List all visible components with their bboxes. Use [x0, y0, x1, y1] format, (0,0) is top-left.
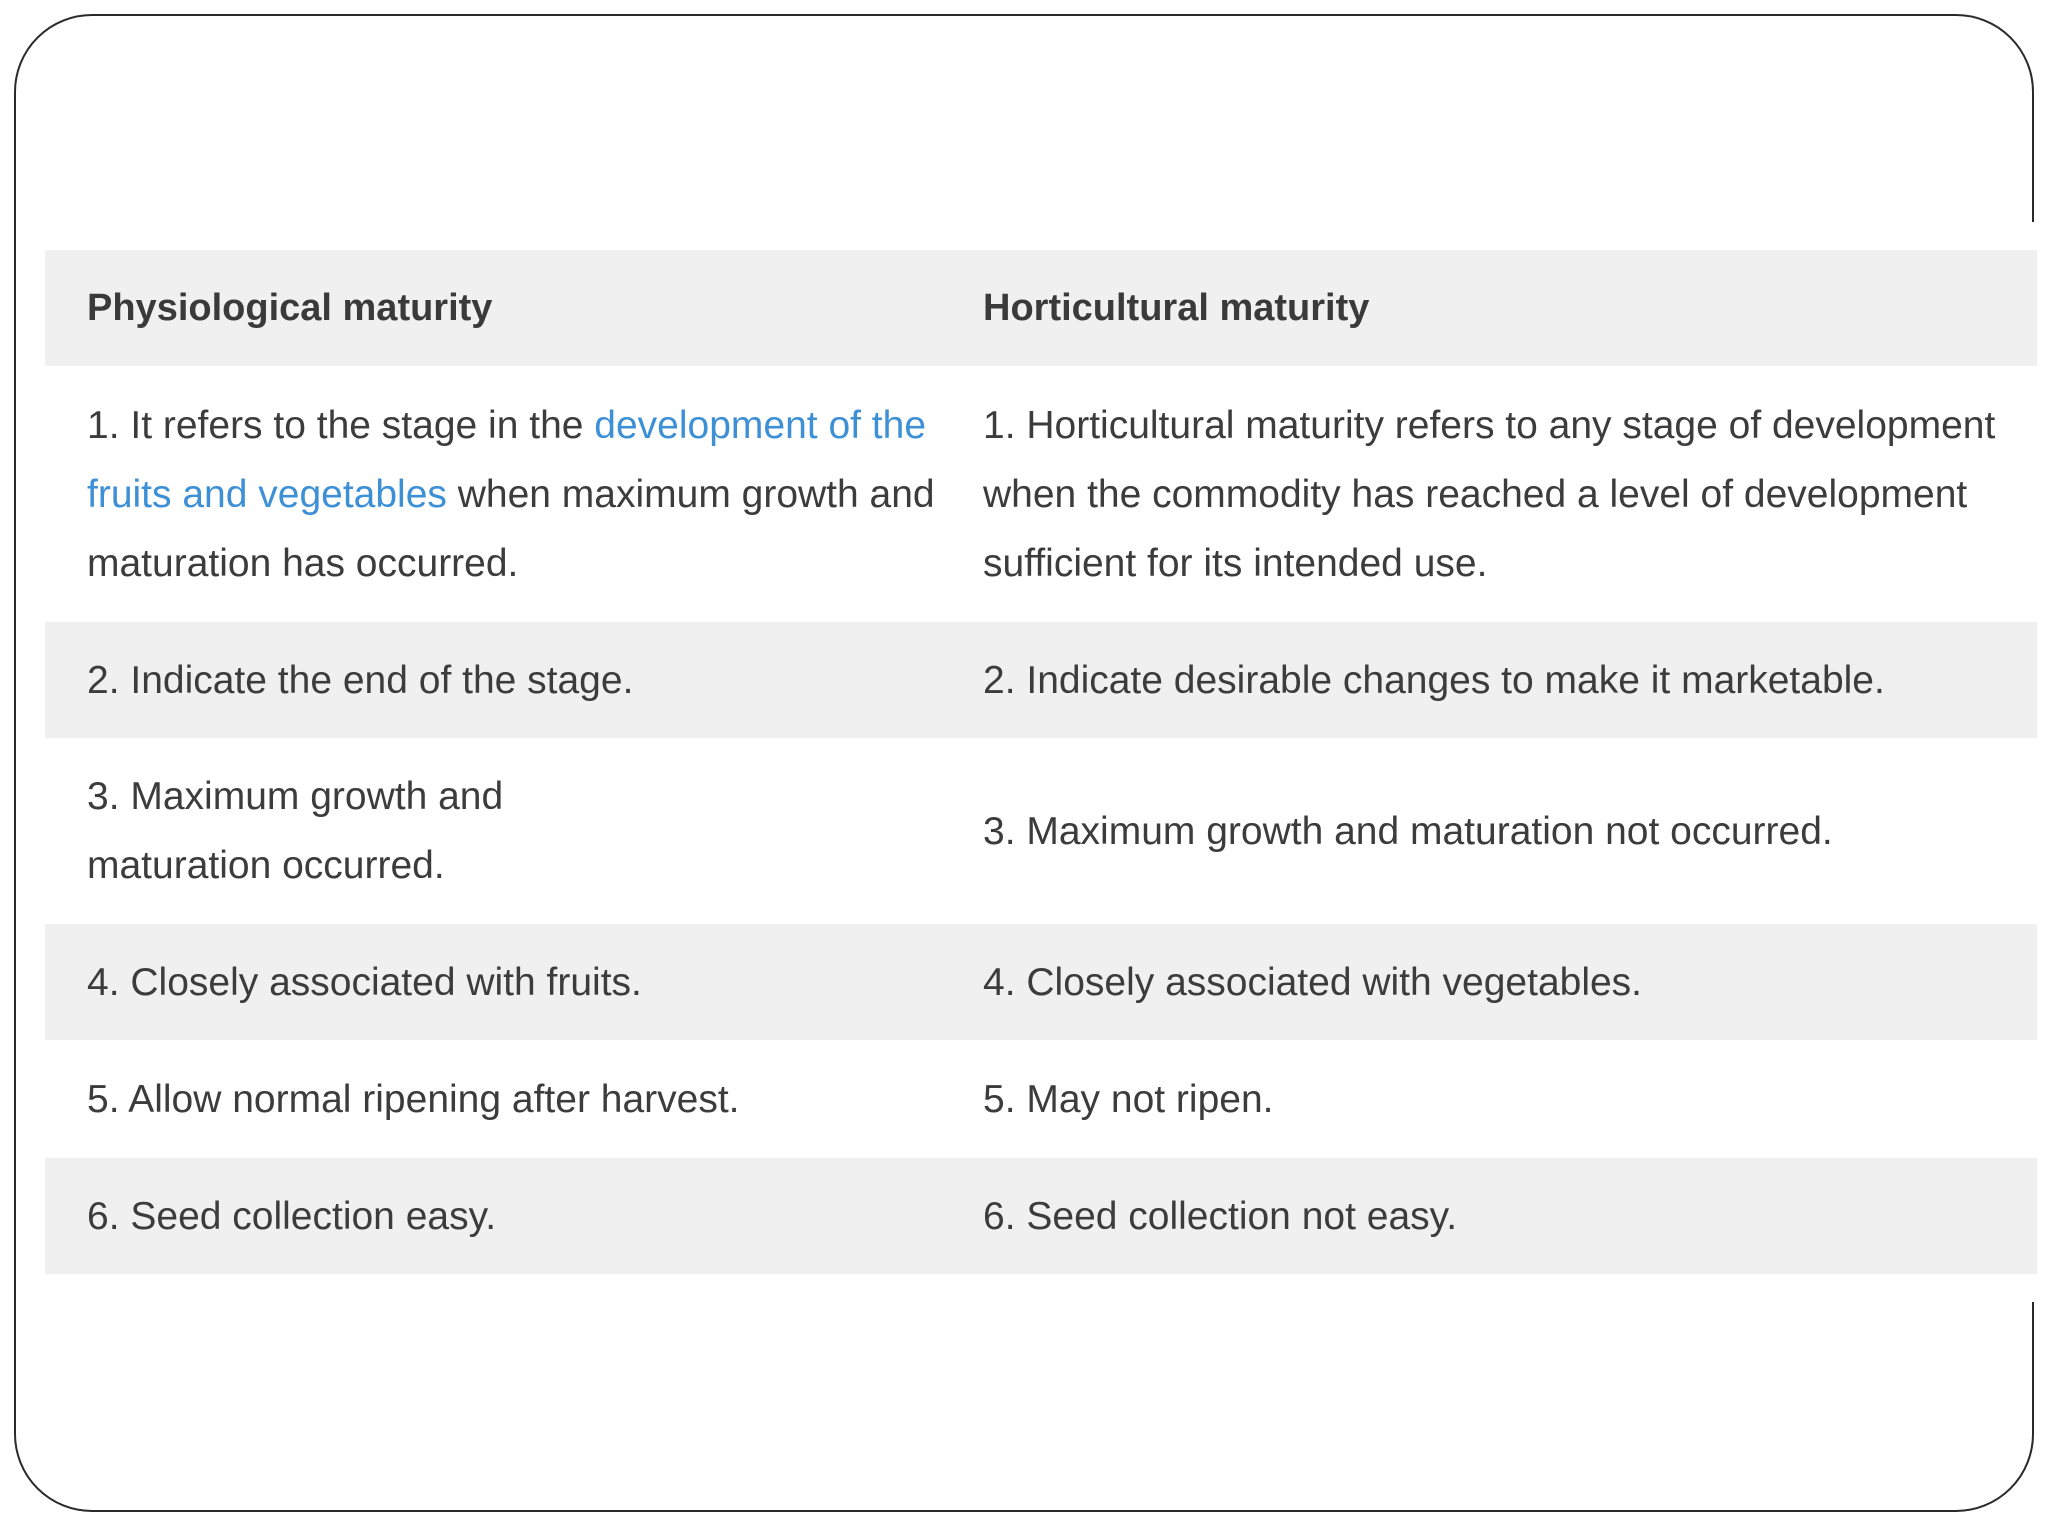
- table-row: [45, 1040, 2037, 1158]
- cell-horticultural-5: 5. May not ripen.: [983, 1077, 1274, 1121]
- cell-horticultural-4: 4. Closely associated with vegetables.: [983, 960, 1643, 1004]
- header-horticultural: Horticultural maturity: [983, 286, 1370, 329]
- table-header-row: [45, 250, 2037, 366]
- table-row: [45, 924, 2037, 1040]
- cell-physiological-4: 4. Closely associated with fruits.: [87, 960, 642, 1004]
- table-row: [45, 1158, 2037, 1274]
- cell-physiological-1: [45, 391, 983, 598]
- table-row: [45, 366, 2037, 622]
- cell-physiological-3: 3. Maximum growth and maturation occurred.: [87, 775, 504, 887]
- cell-text: when maximum growth and maturation has occurred.: [87, 472, 935, 585]
- table-row: [45, 738, 2037, 924]
- cell-horticultural-2: 2. Indicate desirable changes to make it marketable.: [983, 658, 1885, 702]
- cell-horticultural-1: 1. Horticultural maturity refers to any stage of development when the commodity has reached a level of development sufficient for its intended use.: [983, 403, 1996, 585]
- maturity-comparison-table: [45, 250, 2037, 1274]
- cell-physiological-5: 5. Allow normal ripening after harvest.: [87, 1077, 740, 1121]
- table-row: [45, 622, 2037, 738]
- cell-horticultural-3: 3. Maximum growth and maturation not occurred.: [983, 809, 1833, 853]
- development-link[interactable]: development of the fruits and vegetables: [87, 403, 927, 516]
- header-physiological: Physiological maturity: [87, 286, 493, 329]
- cell-text: 1. It refers to the stage in the: [87, 403, 595, 447]
- cell-horticultural-6: 6. Seed collection not easy.: [983, 1194, 1458, 1238]
- cell-physiological-6: 6. Seed collection easy.: [87, 1194, 497, 1238]
- cell-physiological-2: 2. Indicate the end of the stage.: [87, 658, 634, 702]
